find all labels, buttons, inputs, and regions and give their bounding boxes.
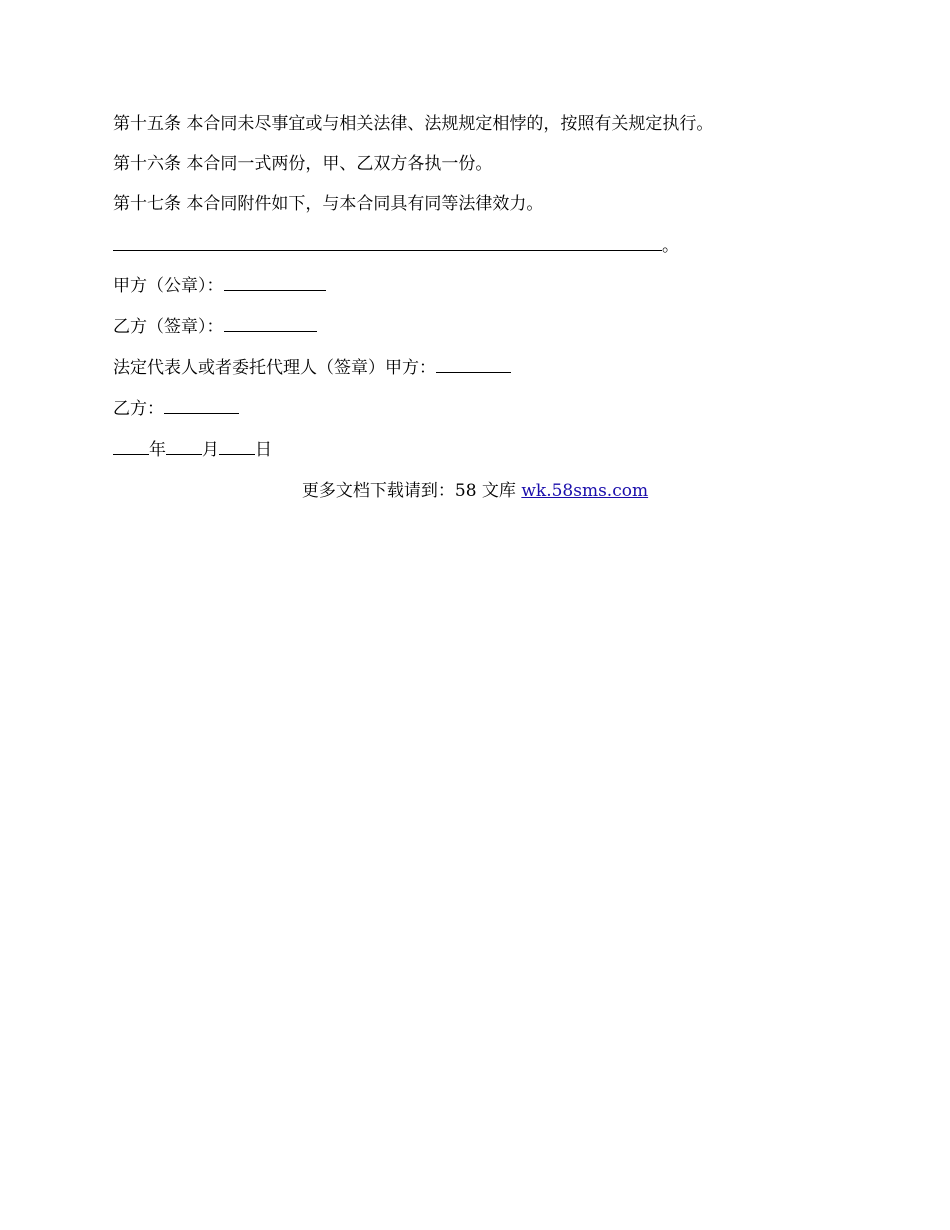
article-17	[113, 193, 543, 215]
party-b-sign-label: 乙方（签章）：	[113, 317, 224, 337]
legal-rep-label: 法定代表人或者委托代理人（签章）甲方：	[113, 358, 436, 378]
footer-link[interactable]: wk.58sms.com	[521, 481, 649, 501]
date-month-label: 月	[202, 440, 219, 460]
footer-download-note	[0, 480, 950, 502]
date-day-label: 日	[255, 440, 272, 460]
article-15-text: 第十五条 本合同未尽事宜或与相关法律、法规规定相悖的，按照有关规定执行。	[113, 114, 714, 134]
footer-prefix: 更多文档下载请到：58 文库	[301, 481, 522, 501]
attachment-blank-line	[113, 234, 679, 257]
legal-rep-blank	[436, 356, 511, 373]
attachment-blank	[113, 234, 662, 251]
article-17-text: 第十七条 本合同附件如下，与本合同具有同等法律效力。	[113, 194, 544, 214]
party-b-sign-line	[113, 315, 317, 338]
day-blank	[219, 438, 255, 455]
attachment-blank-suffix: 。	[662, 236, 679, 256]
year-blank	[113, 438, 149, 455]
party-a-seal-blank	[224, 274, 326, 291]
party-b-blank	[164, 397, 239, 414]
date-line	[113, 438, 272, 461]
party-a-seal-label: 甲方（公章）：	[113, 276, 224, 296]
legal-rep-line	[113, 356, 511, 379]
party-b-line	[113, 397, 239, 420]
party-b-label: 乙方：	[113, 399, 164, 419]
article-15	[113, 113, 713, 135]
article-16-text: 第十六条 本合同一式两份，甲、乙双方各执一份。	[113, 154, 493, 174]
date-year-label: 年	[149, 440, 166, 460]
party-b-sign-blank	[224, 315, 317, 332]
month-blank	[166, 438, 202, 455]
party-a-seal-line	[113, 274, 326, 297]
article-16	[113, 153, 492, 175]
